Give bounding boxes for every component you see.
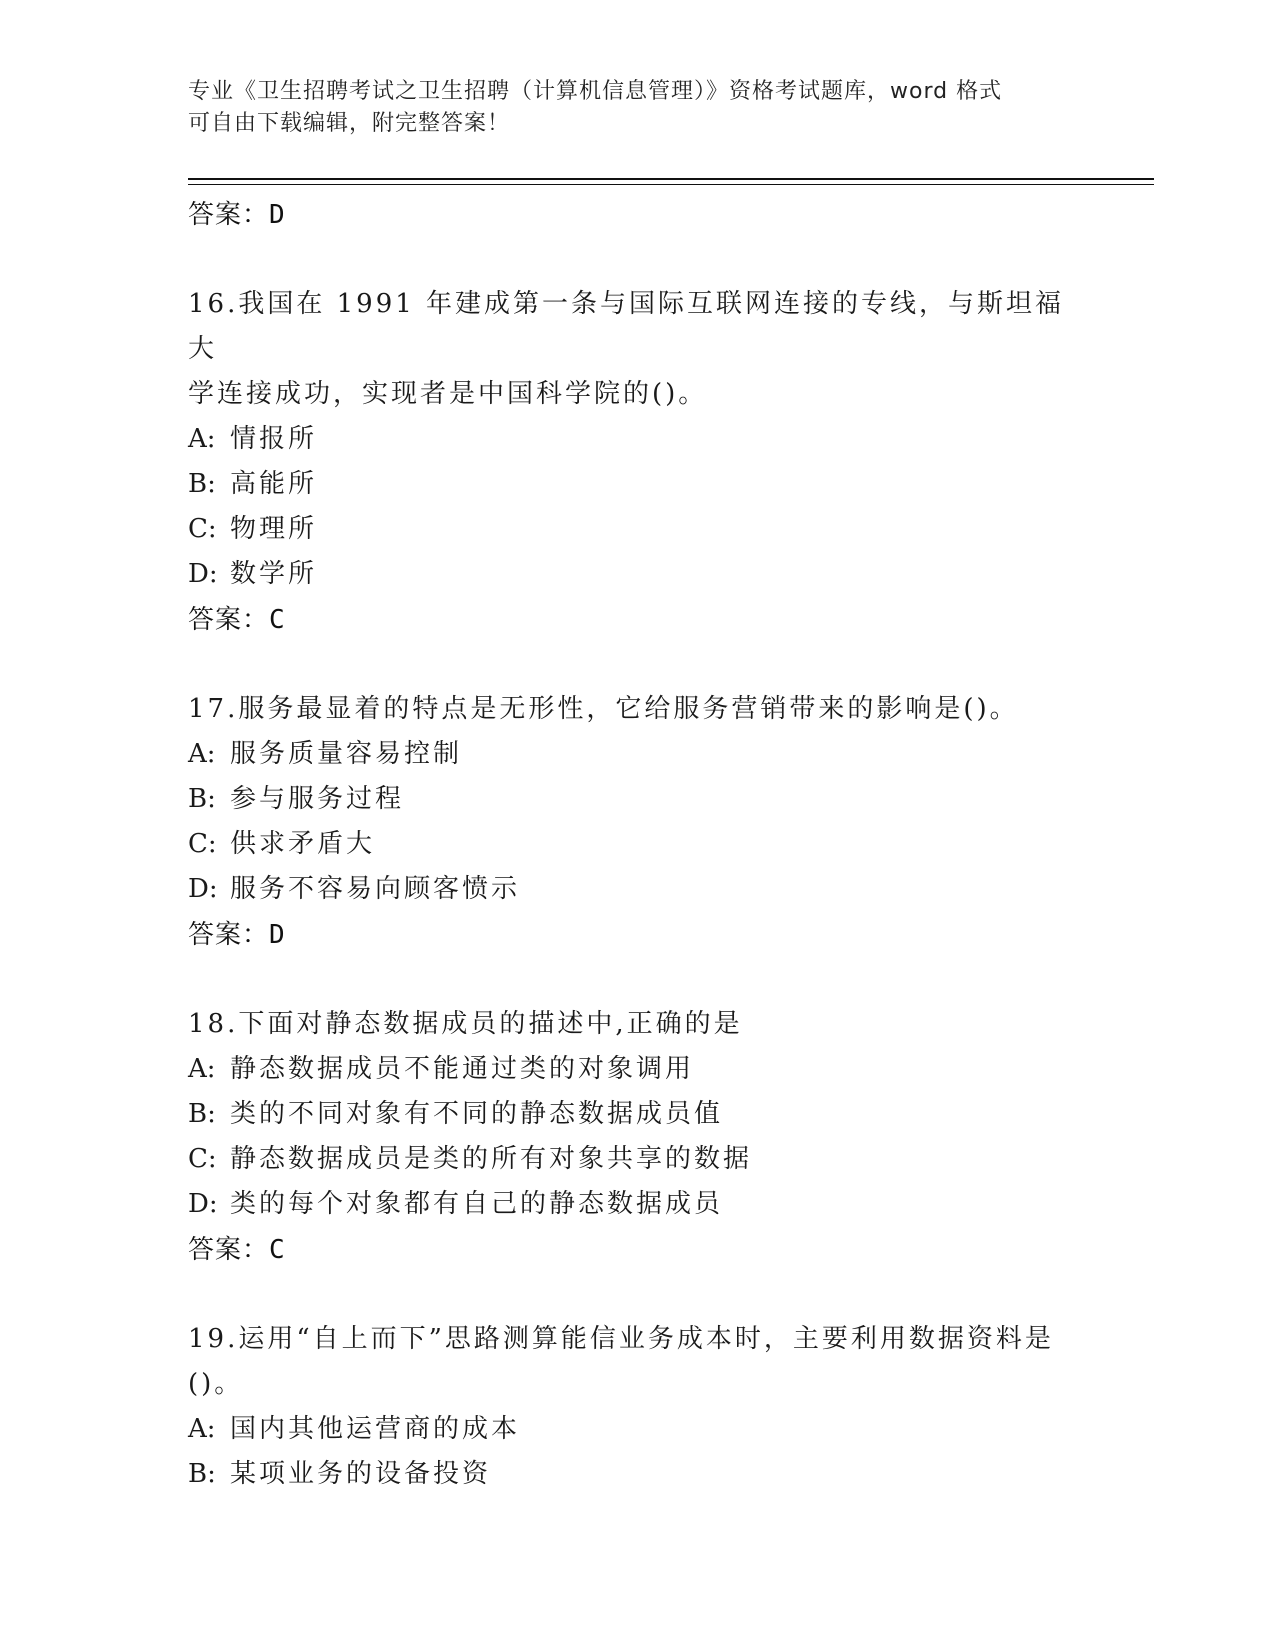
question-16	[188, 282, 1088, 643]
option-d	[188, 867, 1088, 912]
option-letter: D:	[188, 1189, 218, 1219]
answer-line	[188, 1227, 1088, 1273]
option-letter: B:	[188, 784, 216, 814]
question-stem-line: 18.下面对静态数据成员的描述中,正确的是	[188, 1009, 743, 1039]
option-text: 物理所	[230, 514, 318, 544]
option-letter: B:	[188, 469, 216, 499]
header-divider-thin	[188, 184, 1154, 185]
question-17	[188, 687, 1088, 958]
option-b	[188, 1092, 1088, 1137]
option-b	[188, 462, 1088, 507]
option-c	[188, 1137, 1088, 1182]
option-letter: D:	[188, 874, 218, 904]
question-stem-line: 学连接成功，实现者是中国科学院的()。	[188, 379, 708, 409]
answer-label: 答案：	[188, 920, 270, 950]
question-stem-line: 17.服务最显着的特点是无形性，它给服务营销带来的影响是()。	[188, 694, 1019, 724]
question-19	[188, 1317, 1088, 1497]
question-18	[188, 1002, 1088, 1273]
option-letter: A:	[188, 1414, 216, 1444]
option-letter: B:	[188, 1099, 216, 1129]
option-d	[188, 552, 1088, 597]
option-text: 类的每个对象都有自己的静态数据成员	[230, 1189, 724, 1219]
option-letter: C:	[188, 514, 217, 544]
document-header	[188, 76, 1088, 140]
header-line-2: 可自由下载编辑，附完整答案！	[188, 111, 511, 136]
answer-value: C	[269, 605, 285, 635]
option-text: 国内其他运营商的成本	[230, 1414, 521, 1444]
option-letter: A:	[188, 424, 216, 454]
option-d	[188, 1182, 1088, 1227]
option-a	[188, 1047, 1088, 1092]
option-a	[188, 732, 1088, 777]
answer-label: 答案：	[188, 200, 270, 230]
option-a	[188, 1407, 1088, 1452]
answer-label: 答案：	[188, 605, 270, 635]
answer-label: 答案：	[188, 1235, 270, 1265]
answer-line	[188, 597, 1088, 643]
option-b	[188, 777, 1088, 822]
option-text: 服务质量容易控制	[230, 739, 463, 769]
option-text: 供求矛盾大	[230, 829, 376, 859]
option-text: 某项业务的设备投资	[230, 1459, 492, 1489]
option-text: 高能所	[230, 469, 318, 499]
option-text: 类的不同对象有不同的静态数据成员值	[230, 1099, 724, 1129]
question-stem-17	[188, 687, 1088, 732]
option-letter: A:	[188, 1054, 216, 1084]
option-text: 数学所	[230, 559, 318, 589]
option-b	[188, 1452, 1088, 1497]
option-c	[188, 822, 1088, 867]
option-text: 情报所	[230, 424, 318, 454]
option-text: 静态数据成员是类的所有对象共享的数据	[230, 1144, 753, 1174]
answer-value: D	[269, 920, 285, 950]
header-line-1: 专业《卫生招聘考试之卫生招聘（计算机信息管理）》资格考试题库，word 格式	[188, 79, 1003, 104]
option-c	[188, 507, 1088, 552]
option-letter: C:	[188, 1144, 217, 1174]
option-a	[188, 417, 1088, 462]
question-stem-16	[188, 282, 1088, 417]
question-stem-line: 16.我国在 1991 年建成第一条与国际互联网连接的专线，与斯坦福大	[188, 289, 1065, 364]
question-stem-19	[188, 1317, 1088, 1407]
option-text: 静态数据成员不能通过类的对象调用	[230, 1054, 695, 1084]
option-letter: D:	[188, 559, 218, 589]
question-list	[188, 192, 1088, 1497]
option-letter: A:	[188, 739, 216, 769]
answer-value: D	[269, 200, 285, 230]
option-letter: B:	[188, 1459, 216, 1489]
option-text: 服务不容易向顾客愤示	[230, 874, 521, 904]
header-divider-thick	[188, 178, 1154, 180]
option-text: 参与服务过程	[230, 784, 405, 814]
question-stem-18	[188, 1002, 1088, 1047]
answer-line	[188, 192, 1088, 238]
answer-line	[188, 912, 1088, 958]
question-stem-line: 19.运用“自上而下”思路测算能信业务成本时，主要利用数据资料是	[188, 1324, 1054, 1354]
answer-value: C	[269, 1235, 285, 1265]
option-letter: C:	[188, 829, 217, 859]
question-stem-line: ()。	[188, 1369, 244, 1399]
